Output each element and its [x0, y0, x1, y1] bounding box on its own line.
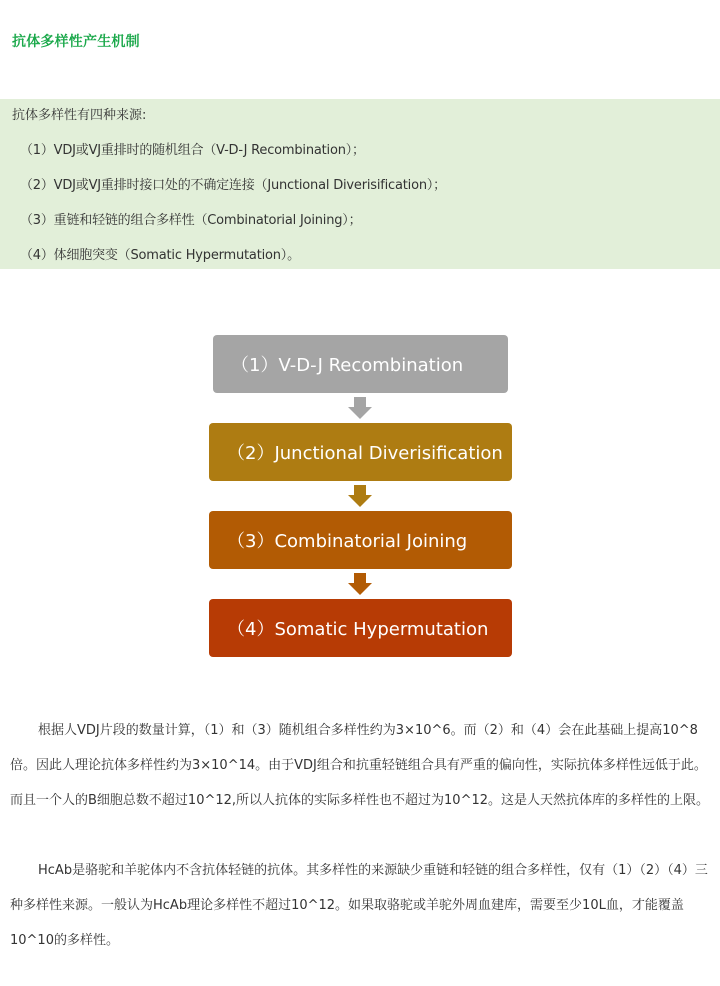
flow-step-4: （4）Somatic Hypermutation — [209, 599, 512, 657]
down-arrow-icon — [348, 573, 372, 595]
source-item-2: （2）VDJ或VJ重排时接口处的不确定连接（Junctional Diverisification）； — [20, 178, 446, 193]
paragraph-human-diversity: 根据人VDJ片段的数量计算，（1）和（3）随机组合多样性约为3×10^6。而（2）和（4）会在此基础上提高10^8倍。因此人理论抗体多样性约为3×10^14。由于VDJ组合和抗重轻链组合具有严重的偏向性，实际抗体多样性远低于此。而且一个人的B细胞总数不超过10^12,所以人抗体的实际多样性也不超过为10^12。这是人天然抗体库的多样性的上限。 — [10, 723, 710, 808]
down-arrow-icon — [348, 485, 372, 507]
flow-step-1: （1）V-D-J Recombination — [213, 335, 508, 393]
paragraph-hcab-diversity: HcAb是骆驼和羊驼体内不含抗体轻链的抗体。其多样性的来源缺少重链和轻链的组合多样性，仅有（1）（2）（4）三种多样性来源。一般认为HcAb理论多样性不超过10^12。如果取骆驼或羊驼外周血建库，需要至少10L血，才能覆盖10^10的多样性。 — [10, 863, 708, 948]
page-title: 抗体多样性产生机制 — [12, 34, 140, 50]
source-item-3: （3）重链和轻链的组合多样性（Combinatorial Joining）； — [20, 213, 362, 228]
flow-step-2: （2）Junctional Diverisification — [209, 423, 512, 481]
sources-intro: 抗体多样性有四种来源: — [12, 108, 147, 123]
down-arrow-icon — [348, 397, 372, 419]
source-item-4: （4）体细胞突变（Somatic Hypermutation）。 — [20, 248, 300, 263]
source-item-1: （1）VDJ或VJ重排时的随机组合（V-D-J Recombination）； — [20, 143, 365, 158]
flow-step-3: （3）Combinatorial Joining — [209, 511, 512, 569]
